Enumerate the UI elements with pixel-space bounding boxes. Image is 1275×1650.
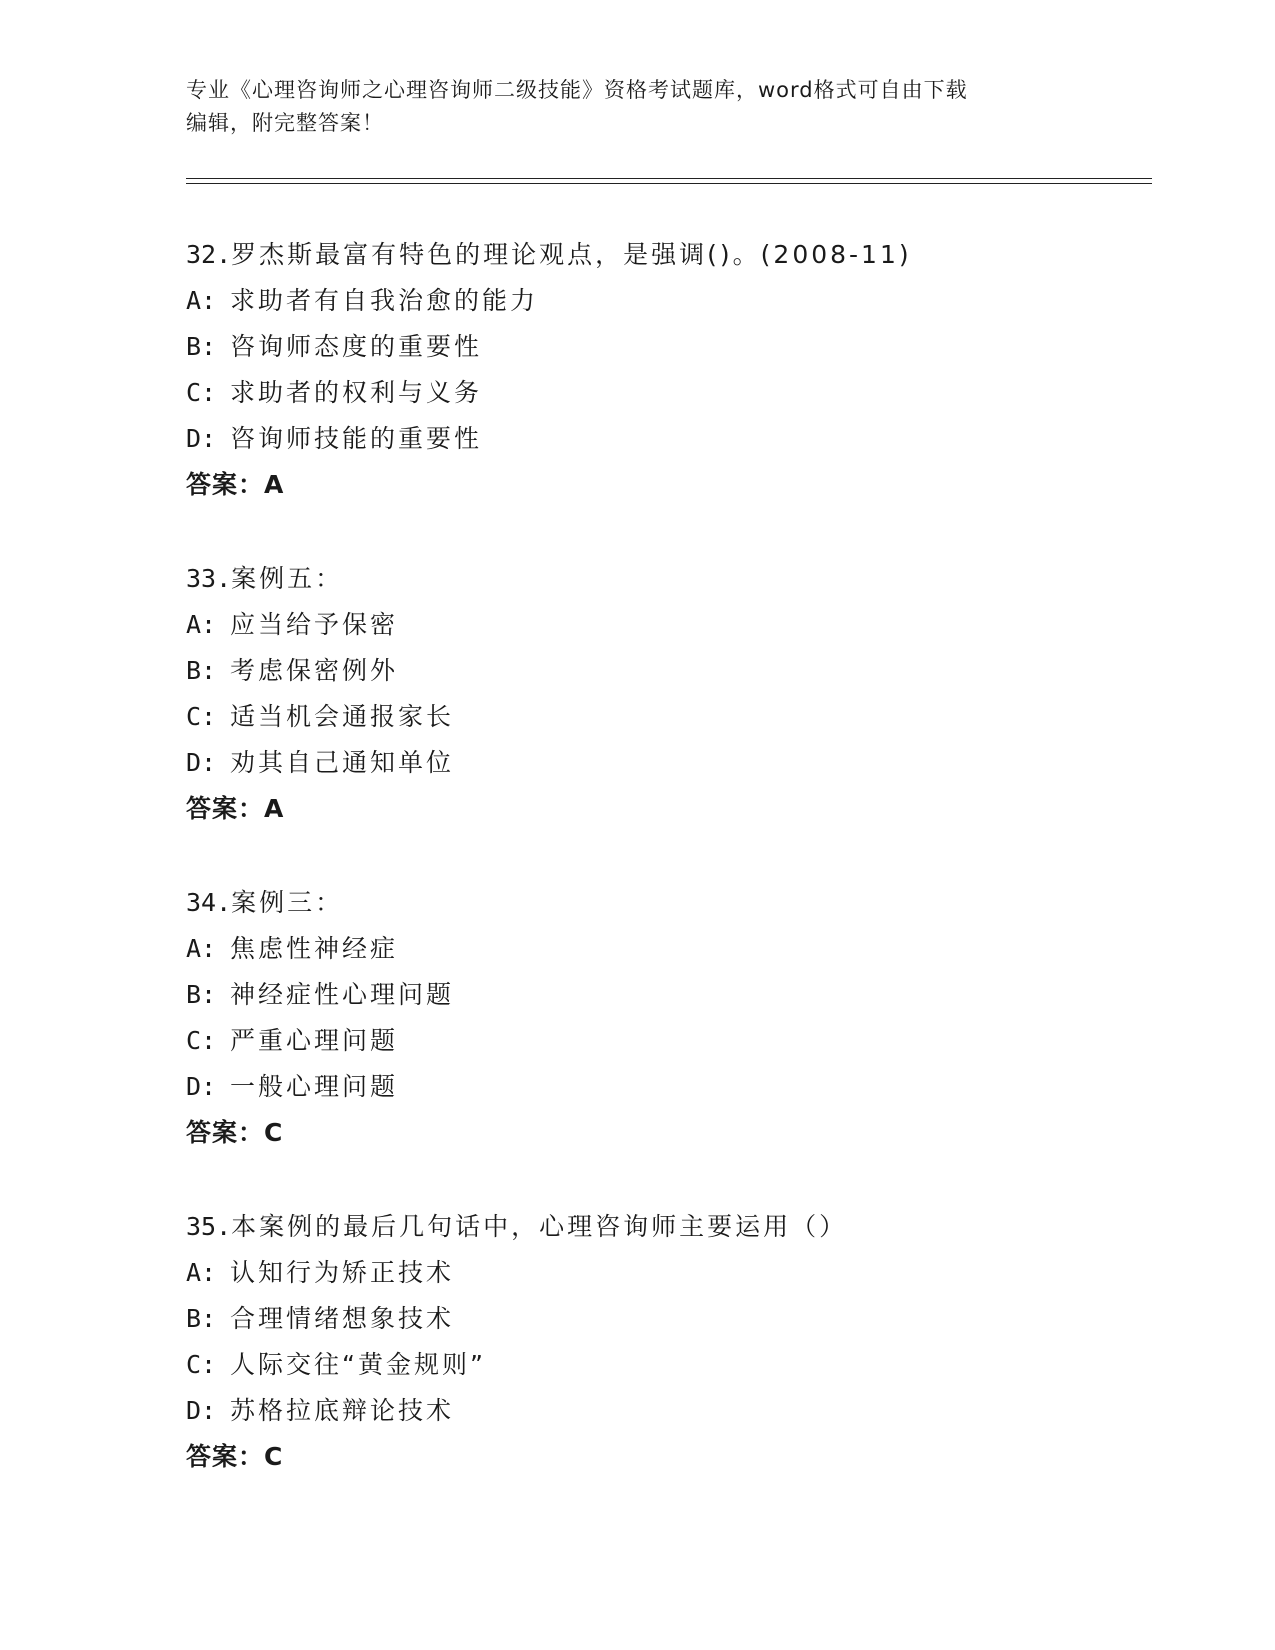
question-text: 案例三： xyxy=(231,888,344,917)
question-number: 33. xyxy=(186,564,232,593)
option-key: B: xyxy=(186,332,217,361)
option-key: C: xyxy=(186,1350,217,1379)
option-key: B: xyxy=(186,980,217,1009)
answer: 答案：A xyxy=(186,470,285,499)
option-key: D: xyxy=(186,1072,217,1101)
question-number: 34. xyxy=(186,888,232,917)
option-a xyxy=(186,926,1146,972)
option-key: D: xyxy=(186,748,217,777)
option-key: C: xyxy=(186,702,217,731)
question-title xyxy=(186,880,1146,926)
option-text: 认知行为矫正技术 xyxy=(230,1258,455,1287)
question-title xyxy=(186,556,1146,602)
option-text: 人际交往“黄金规则” xyxy=(230,1350,486,1379)
option-text: 严重心理问题 xyxy=(230,1026,399,1055)
option-c xyxy=(186,1018,1146,1064)
option-a xyxy=(186,602,1146,648)
option-key: D: xyxy=(186,1396,217,1425)
option-key: D: xyxy=(186,424,217,453)
option-text: 咨询师技能的重要性 xyxy=(230,424,483,453)
option-text: 适当机会通报家长 xyxy=(230,702,455,731)
option-text: 神经症性心理问题 xyxy=(230,980,455,1009)
option-key: A: xyxy=(186,286,217,315)
option-text: 求助者有自我治愈的能力 xyxy=(230,286,539,315)
option-text: 咨询师态度的重要性 xyxy=(230,332,483,361)
option-key: A: xyxy=(186,934,217,963)
question-block xyxy=(186,232,1146,508)
option-c xyxy=(186,1342,1146,1388)
question-number: 35. xyxy=(186,1212,232,1241)
option-key: B: xyxy=(186,1304,217,1333)
option-key: C: xyxy=(186,1026,217,1055)
option-text: 焦虑性神经症 xyxy=(230,934,399,963)
question-title xyxy=(186,1204,1146,1250)
option-text: 劝其自己通知单位 xyxy=(230,748,455,777)
header-rule-top xyxy=(186,178,1152,179)
question-text: 本案例的最后几句话中，心理咨询师主要运用（） xyxy=(231,1212,848,1241)
option-text: 一般心理问题 xyxy=(230,1072,399,1101)
option-b xyxy=(186,1296,1146,1342)
option-d xyxy=(186,1388,1146,1434)
option-a xyxy=(186,1250,1146,1296)
question-block xyxy=(186,880,1146,1156)
header-rule-bottom xyxy=(186,183,1152,184)
option-text: 合理情绪想象技术 xyxy=(230,1304,455,1333)
header-line-1: 专业《心理咨询师之心理咨询师二级技能》资格考试题库，word格式可自由下载 xyxy=(186,78,968,102)
question-title xyxy=(186,232,1146,278)
option-d xyxy=(186,740,1146,786)
option-text: 应当给予保密 xyxy=(230,610,399,639)
question-block xyxy=(186,556,1146,832)
option-a xyxy=(186,278,1146,324)
answer: 答案：C xyxy=(186,1442,284,1471)
option-d xyxy=(186,1064,1146,1110)
option-key: A: xyxy=(186,1258,217,1287)
option-text: 苏格拉底辩论技术 xyxy=(230,1396,455,1425)
answer: 答案：C xyxy=(186,1118,284,1147)
option-d xyxy=(186,416,1146,462)
option-b xyxy=(186,972,1146,1018)
option-b xyxy=(186,648,1146,694)
question-number: 32. xyxy=(186,240,232,269)
option-b xyxy=(186,324,1146,370)
question-block xyxy=(186,1204,1146,1480)
option-text: 考虑保密例外 xyxy=(230,656,399,685)
option-key: A: xyxy=(186,610,217,639)
question-text: 罗杰斯最富有特色的理论观点，是强调()。(2008-11) xyxy=(231,240,912,269)
question-text: 案例五： xyxy=(231,564,344,593)
option-key: C: xyxy=(186,378,217,407)
option-c xyxy=(186,694,1146,740)
answer: 答案：A xyxy=(186,794,285,823)
option-text: 求助者的权利与义务 xyxy=(230,378,483,407)
option-c xyxy=(186,370,1146,416)
option-key: B: xyxy=(186,656,217,685)
document-header xyxy=(186,74,1066,140)
header-line-2: 编辑，附完整答案！ xyxy=(186,111,384,135)
